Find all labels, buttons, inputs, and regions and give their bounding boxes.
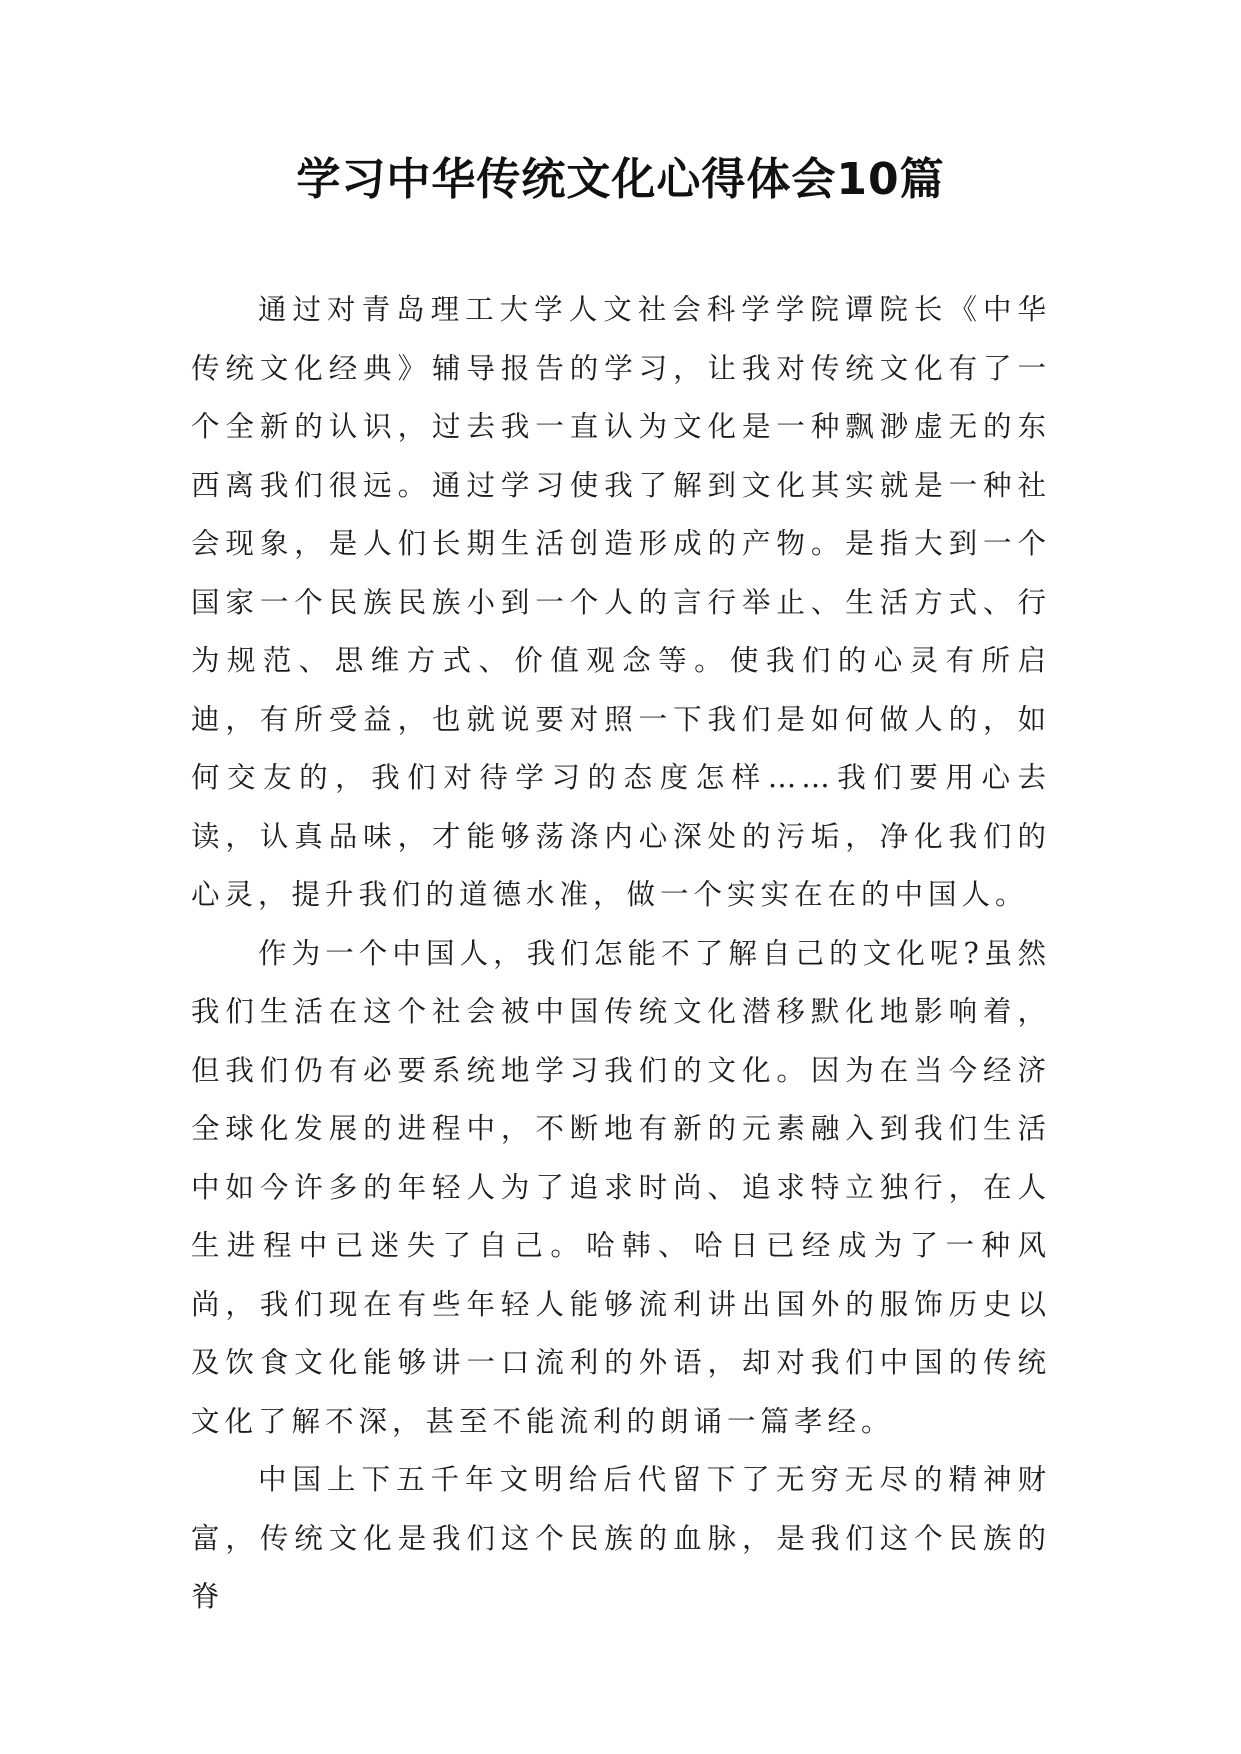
paragraph-1: 通过对青岛理工大学人文社会科学学院谭院长《中华传统文化经典》辅导报告的学习，让我对传统文化有了一个全新的认识，过去我一直认为文化是一种飘渺虚无的东西离我们很远。通过学习使我了解到文化其实就是一种社会现象，是人们长期生活创造形成的产物。是指大到一个国家一个民族民族小到一个人的言行举止、生活方式、行为规范、思维方式、价值观念等。使我们的心灵有所启迪，有所受益，也就说要对照一下我们是如何做人的，如何交友的，我们对待学习的态度怎样……我们要用心去读，认真品味，才能够荡涤内心深处的污垢，净化我们的心灵，提升我们的道德水准，做一个实实在在的中国人。: [191, 293, 1051, 911]
paragraph-2: 作为一个中国人，我们怎能不了解自己的文化呢?虽然我们生活在这个社会被中国传统文化潜移默化地影响着，但我们仍有必要系统地学习我们的文化。因为在当今经济全球化发展的进程中，不断地有新的元素融入到我们生活中如今许多的年轻人为了追求时尚、追求特立独行，在人生进程中已迷失了自己。哈韩、哈日已经成为了一种风尚，我们现在有些年轻人能够流利讲出国外的服饰历史以及饮食文化能够讲一口流利的外语，却对我们中国的传统文化了解不深，甚至不能流利的朗诵一篇孝经。: [191, 936, 1051, 1438]
paragraph-3: 中国上下五千年文明给后代留下了无穷无尽的精神财富，传统文化是我们这个民族的血脉，是我们这个民族的脊: [191, 1463, 1051, 1613]
document-title: 学习中华传统文化心得体会10篇: [296, 154, 945, 205]
document-body: [191, 281, 1051, 1627]
